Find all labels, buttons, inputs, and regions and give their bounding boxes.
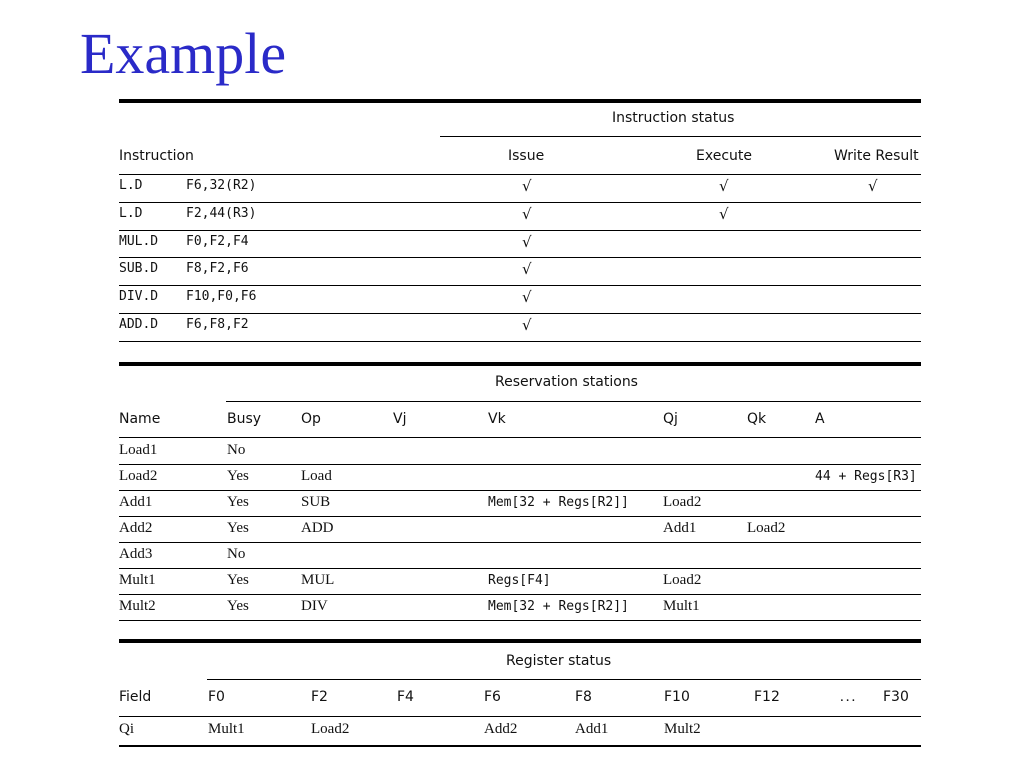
- row-rule: [119, 620, 921, 621]
- instruction-args: F10,F0,F6: [186, 289, 257, 305]
- station-busy: Yes: [227, 520, 249, 536]
- row-rule: [119, 257, 921, 258]
- station-vk: Regs[F4]: [488, 573, 551, 588]
- execute-check: √: [719, 177, 729, 195]
- col-header-issue: Issue: [508, 148, 545, 164]
- row-rule: [119, 594, 921, 595]
- instruction-op: L.D: [119, 205, 143, 221]
- reservation-stations-group-header: Reservation stations: [495, 374, 638, 390]
- instruction-status-group-header: Instruction status: [612, 110, 735, 126]
- register-status-group-header: Register status: [506, 653, 612, 669]
- register-qi: Mult2: [664, 721, 701, 737]
- col-header-qj: Qj: [663, 411, 678, 427]
- instruction-op: ADD.D: [119, 317, 159, 332]
- station-name: Add1: [119, 494, 153, 510]
- table-bottom-rule: [119, 745, 921, 747]
- row-rule: [119, 516, 921, 517]
- register-qi: Add1: [575, 721, 609, 737]
- row-rule: [119, 490, 921, 491]
- issue-check: √: [522, 177, 532, 195]
- station-busy: Yes: [227, 468, 249, 484]
- register-f2: F2: [311, 689, 328, 705]
- station-busy: Yes: [227, 598, 249, 614]
- row-rule: [119, 313, 921, 314]
- col-header-busy: Busy: [227, 411, 262, 427]
- instruction-args: F0,F2,F4: [186, 233, 249, 249]
- station-name: Load1: [119, 442, 158, 458]
- col-header-op: Op: [301, 411, 321, 427]
- row-rule: [119, 230, 921, 231]
- station-op: MUL: [301, 572, 335, 588]
- row-rule: [119, 464, 921, 465]
- register-f6: F6: [484, 689, 501, 705]
- register-f8: F8: [575, 689, 592, 705]
- station-qk: Load2: [747, 520, 786, 536]
- issue-check: √: [522, 232, 532, 251]
- instruction-args: F6,F8,F2: [186, 317, 249, 332]
- header-rule: [119, 174, 921, 175]
- page-title: Example: [80, 21, 287, 86]
- header-rule: [119, 716, 921, 717]
- col-header-instruction: Instruction: [119, 148, 194, 164]
- issue-check: √: [522, 288, 532, 307]
- instruction-args: F8,F2,F6: [186, 261, 249, 277]
- write-result-check: √: [868, 177, 878, 195]
- row-rule: [119, 341, 921, 342]
- group-header-rule: [207, 679, 921, 680]
- table-top-rule: [119, 639, 921, 643]
- issue-check: √: [522, 316, 532, 334]
- col-header-vj: Vj: [393, 411, 407, 427]
- station-name: Add3: [119, 546, 153, 562]
- register-f0: F0: [208, 689, 225, 705]
- issue-check: √: [522, 204, 532, 223]
- register-qi: Add2: [484, 721, 518, 737]
- issue-check: √: [522, 260, 532, 279]
- instruction-op: MUL.D: [119, 233, 159, 249]
- table-top-rule: [119, 362, 921, 366]
- instruction-op: SUB.D: [119, 261, 159, 277]
- col-header-name: Name: [119, 411, 161, 427]
- station-qj: Mult1: [663, 598, 700, 614]
- row-rule: [119, 202, 921, 203]
- station-a: 44 + Regs[R3]: [815, 469, 917, 484]
- station-qj: Load2: [663, 572, 702, 588]
- station-qj: Load2: [663, 494, 702, 510]
- instruction-op: DIV.D: [119, 289, 159, 305]
- station-name: Mult1: [119, 572, 156, 588]
- station-vk: Mem[32 + Regs[R2]]: [488, 495, 629, 510]
- col-header-write-result: Write Result: [834, 148, 919, 164]
- register-qi: Mult1: [208, 721, 245, 737]
- row-rule: [119, 568, 921, 569]
- station-name: Mult2: [119, 598, 156, 614]
- col-header-execute: Execute: [696, 148, 752, 164]
- register-f30: F30: [883, 689, 909, 705]
- instruction-op: L.D: [119, 178, 143, 193]
- station-vk: Mem[32 + Regs[R2]]: [488, 599, 629, 614]
- group-header-rule: [440, 136, 921, 137]
- row-rule: [119, 285, 921, 286]
- station-op: Load: [301, 468, 332, 484]
- ellipsis-register: ...: [840, 689, 858, 705]
- station-name: Add2: [119, 520, 153, 536]
- register-qi: Load2: [311, 721, 350, 737]
- station-busy: No: [227, 546, 246, 562]
- register-f10: F10: [664, 689, 690, 705]
- group-header-rule: [226, 401, 921, 402]
- col-header-vk: Vk: [488, 411, 506, 427]
- station-busy: Yes: [227, 494, 249, 510]
- station-op: DIV: [301, 598, 328, 614]
- field-label: Field: [119, 689, 152, 705]
- station-op: SUB: [301, 494, 331, 510]
- station-op: ADD: [301, 520, 334, 536]
- instruction-args: F2,44(R3): [186, 205, 257, 221]
- header-rule: [119, 437, 921, 438]
- qi-label: Qi: [119, 721, 134, 737]
- station-busy: Yes: [227, 572, 249, 588]
- station-name: Load2: [119, 468, 158, 484]
- table-top-rule: [119, 99, 921, 103]
- execute-check: √: [719, 204, 729, 223]
- station-busy: No: [227, 442, 246, 458]
- instruction-args: F6,32(R2): [186, 178, 257, 193]
- row-rule: [119, 542, 921, 543]
- col-header-a: A: [815, 411, 825, 427]
- station-qj: Add1: [663, 520, 697, 536]
- register-f4: F4: [397, 689, 414, 705]
- register-f12: F12: [754, 689, 780, 705]
- col-header-qk: Qk: [747, 411, 767, 427]
